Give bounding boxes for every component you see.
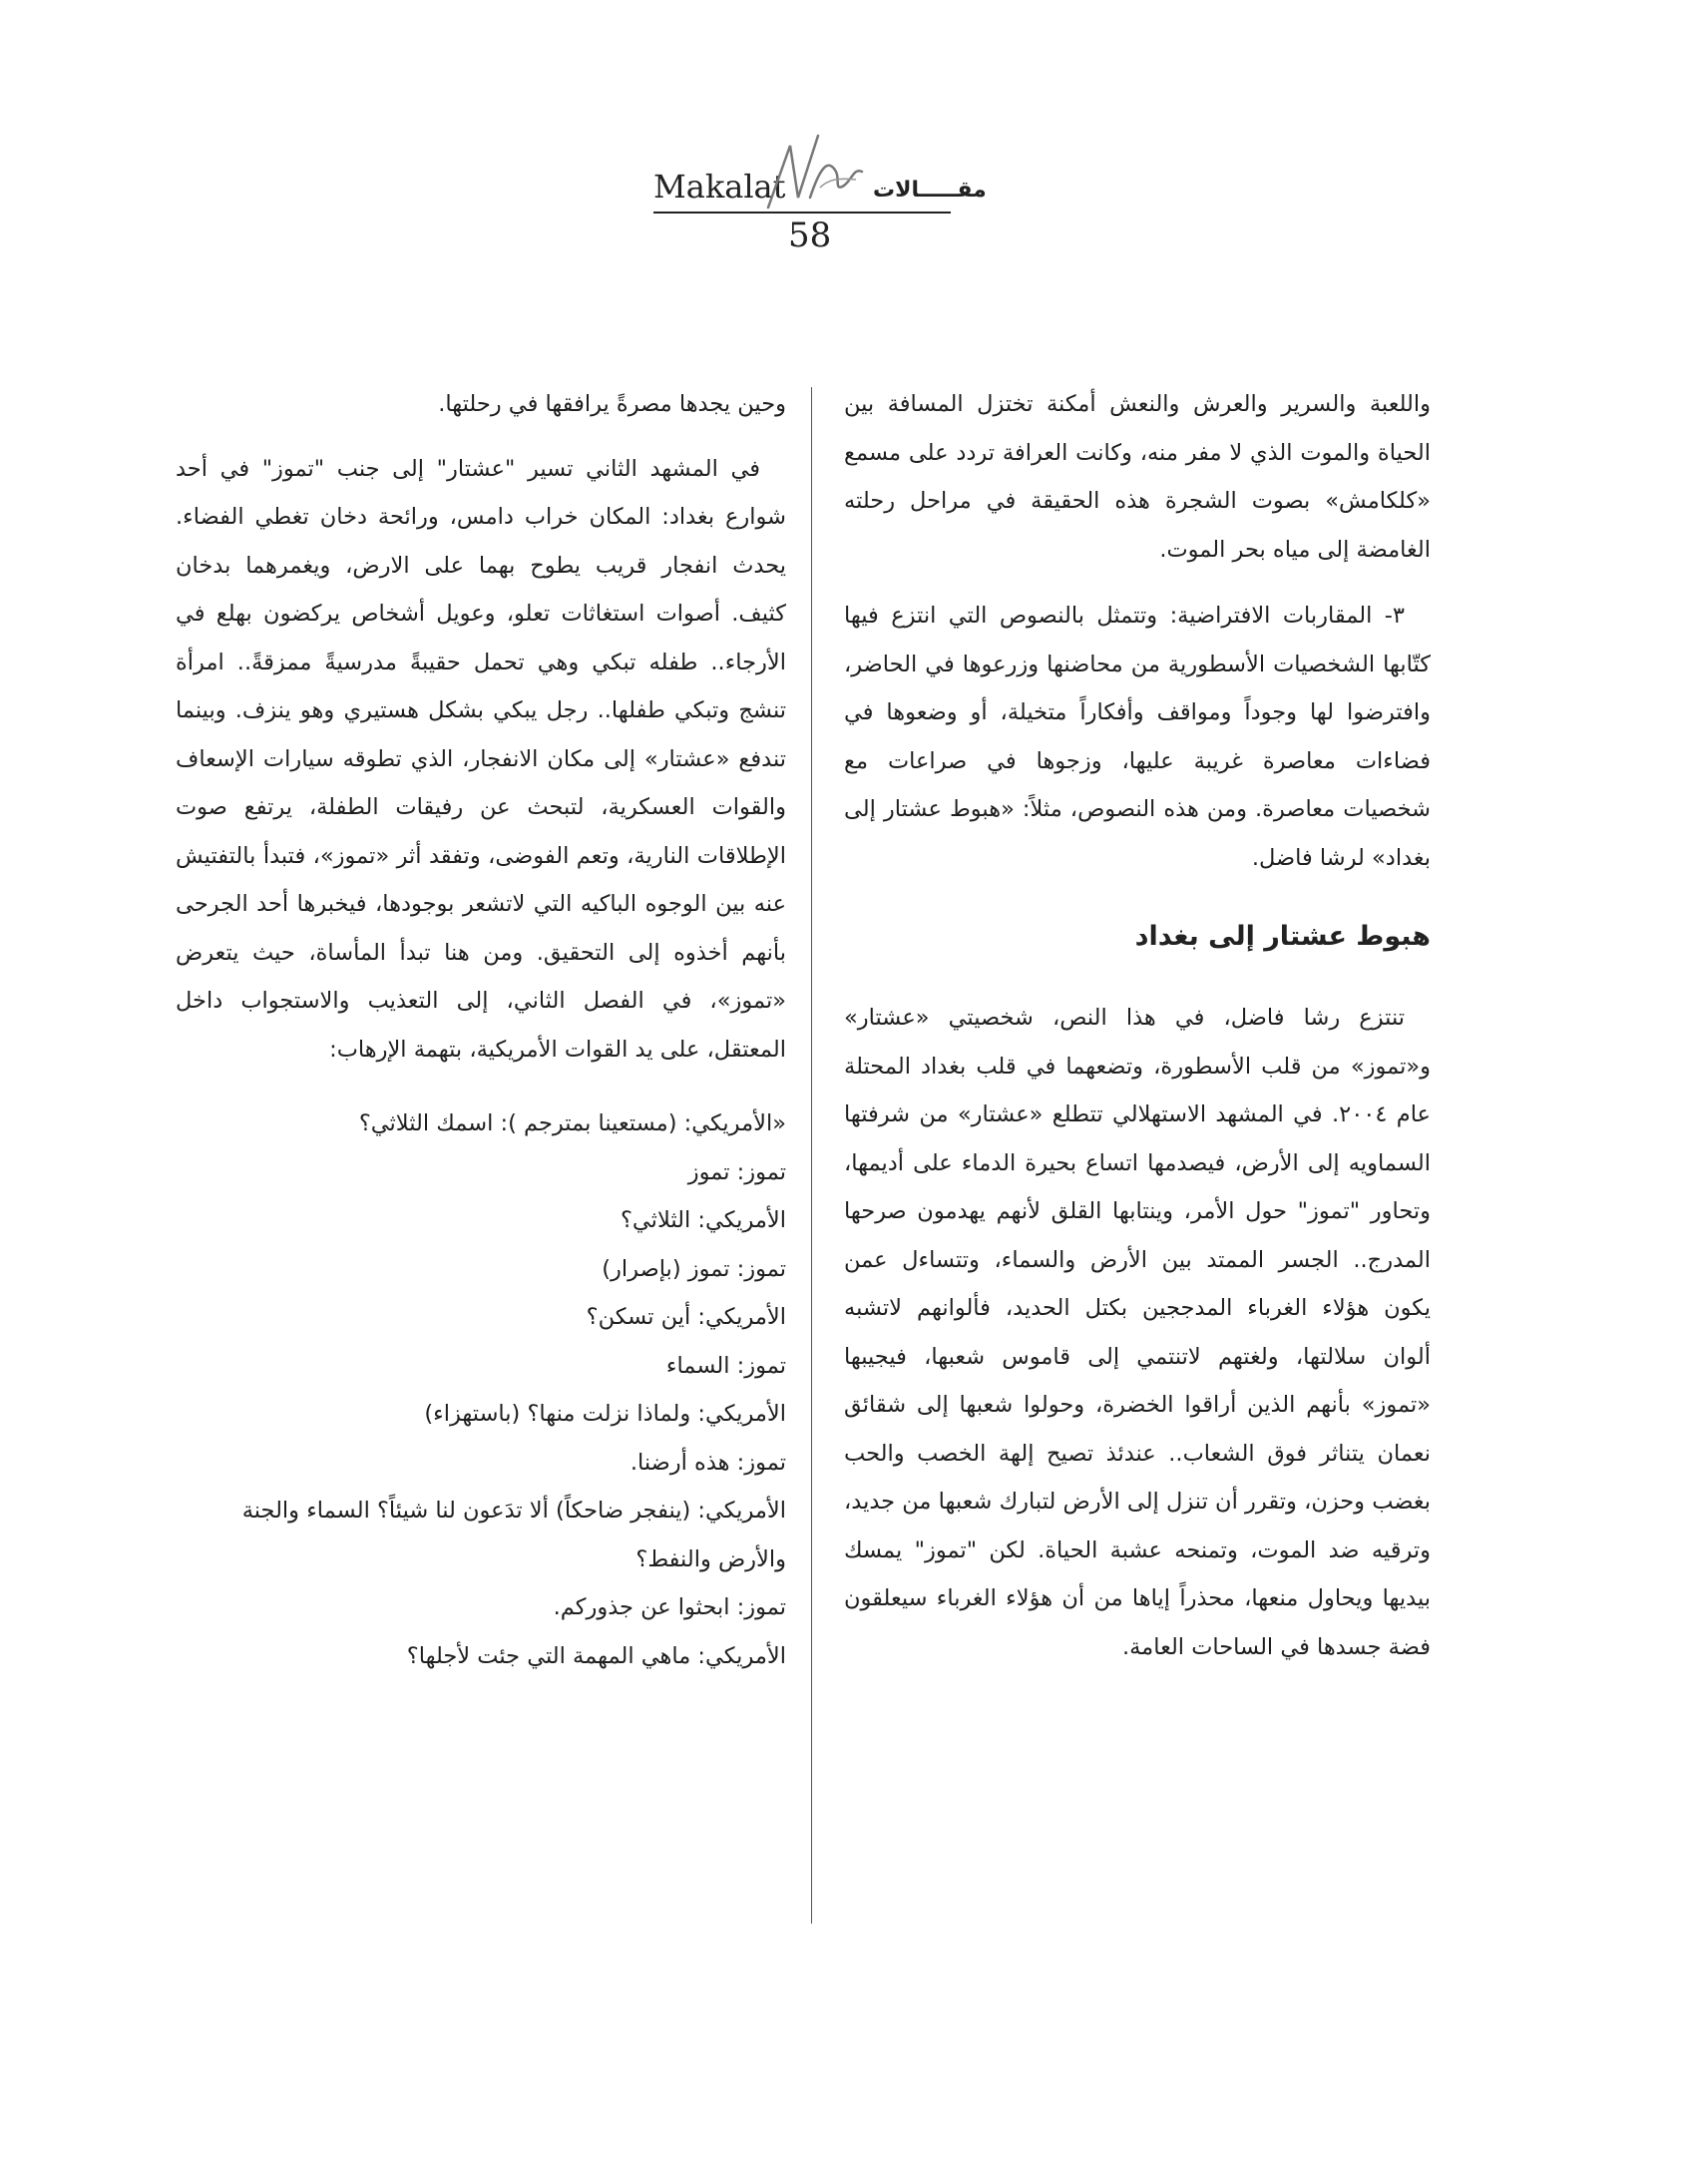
- journal-arabic-title: مقـــــالات: [873, 178, 987, 203]
- dialogue-line: الأمريكي: أين تسكن؟: [586, 1304, 786, 1330]
- nizwa-calligraphy-logo-icon: [758, 128, 868, 218]
- dialogue-line: تموز: السماء: [665, 1352, 786, 1379]
- header-rule: [653, 212, 951, 214]
- left-column: [176, 380, 786, 1680]
- dialogue-line: الأمريكي: الثلاثي؟: [620, 1207, 786, 1233]
- dialogue-line: «الأمريكي: (مستعينا بمترجم ): اسمك الثلاثي؟: [358, 1110, 786, 1136]
- paragraph: ٣- المقاربات الافتراضية: وتتمثل بالنصوص التي انتزع فيها كتّابها الشخصيات الأسطورية من محاضنها وزرعوها في الحاضر، وافترضوا لها وجوداً ومواقف وأفكاراً متخيلة، أو وضعوها في فضاءات معاصرة غريبة عليها، وزجوها في صراعات مع شخصيات معاصرة. ومن هذه النصوص، مثلاً: «هبوط عشتار إلى بغداد» لرشا فاضل.: [844, 603, 1431, 871]
- paragraph: وحين يجدها مصرةً يرافقها في رحلتها.: [438, 391, 786, 417]
- section-subheading: هبوط عشتار إلى بغداد: [1134, 921, 1431, 952]
- paragraph: واللعبة والسرير والعرش والنعش أمكنة تختزل المسافة بين الحياة والموت الذي لا مفر منه، وكانت العرافة تردد على مسمع «كلكامش» بصوت الشجرة هذه الحقيقة في مراحل رحلته الغامضة إلى مياه بحر الموت.: [844, 391, 1431, 563]
- dialogue-line: الأمريكي: ماهي المهمة التي جئت لأجلها؟: [406, 1642, 786, 1669]
- dialogue-line: الأمريكي: ولماذا نزلت منها؟ (باستهزاء): [424, 1401, 786, 1427]
- page-number: 58: [788, 216, 832, 255]
- dialogue-line: تموز: هذه أرضنا.: [630, 1449, 786, 1476]
- page-header: [638, 128, 1097, 257]
- journal-latin-title: Makalat: [653, 168, 786, 206]
- dialogue-line: الأمريكي: (ينفجر ضاحكاً) ألا تدَعون لنا شيئاً؟ السماء والجنة والأرض والنفط؟: [241, 1498, 786, 1572]
- right-column: [844, 380, 1431, 1671]
- paragraph: تنتزع رشا فاضل، في هذا النص، شخصيتي «عشتار» و«تموز» من قلب الأسطورة، وتضعهما في قلب بغداد المحتلة عام ٢٠٠٤. في المشهد الاستهلالي تتطلع «عشتار» من شرفتها السماويه إلى الأرض، فيصدمها اتساع بحيرة الدماء على أديمها، وتحاور "تموز" حول الأمر، وينتابها القلق لأنهم يهدمون صرحها المدرج.. الجسر الممتد بين الأرض والسماء، وتتساءل عمن يكون هؤلاء الغرباء المدججين بكتل الحديد، فألوانهم لاتشبه ألوان سلالتها، ولغتهم لاتنتمي إلى قاموس شعبها، فيجيبها «تموز» بأنهم الذين أراقوا الخضرة، وحولوا شعبها إلى شقائق نعمان يتناثر فوق الشعاب.. عندئذ تصيح إلهة الخصب والحب بغضب وحزن، وتقرر أن تنزل إلى الأرض لتبارك شعبها من جديد، وترقيه ضد الموت، وتمنحه عشبة الحياة. لكن "تموز" يمسك بيديها ويحاول منعها، محذراً إياها من أن هؤلاء الغرباء سيعلقون فضة جسدها في الساحات العامة.: [844, 1005, 1431, 1660]
- dialogue-block: [176, 1099, 786, 1680]
- dialogue-line: تموز: ابحثوا عن جذوركم.: [553, 1594, 786, 1620]
- column-divider: [811, 387, 812, 1924]
- dialogue-line: تموز: تموز: [687, 1158, 786, 1185]
- dialogue-line: تموز: تموز (بإصرار): [602, 1255, 786, 1282]
- paragraph: في المشهد الثاني تسير "عشتار" إلى جنب "تموز" في أحد شوارع بغداد: المكان خراب دامس، ورائحة دخان تغطي الفضاء. يحدث انفجار قريب يطوح بهما على الارض، ويغمرهما بدخان كثيف. أصوات استغاثات تعلو، وعويل أشخاص يركضون بهلع في الأرجاء.. طفله تبكي وهي تحمل حقيبةً مدرسيةً ممزقةً.. امرأة تنشج وتبكي طفلها.. رجل يبكي بشكل هستيري وهو ينزف. وبينما تندفع «عشتار» إلى مكان الانفجار، الذي تطوقه سيارات الإسعاف والقوات العسكرية، لتبحث عن رفيقات الطفلة، يرتفع صوت الإطلاقات النارية، وتعم الفوضى، وتفقد أثر «تموز»، فتبدأ بالتفتيش عنه بين الوجوه الباكيه التي لاتشعر بوجودها، فيخبرها أحد الجرحى بأنهم أخذوه إلى التحقيق. ومن هنا تبدأ المأساة، حيث يتعرض «تموز»، في الفصل الثاني، إلى التعذيب والاستجواب داخل المعتقل، على يد القوات الأمريكية، بتهمة الإرهاب:: [176, 455, 786, 1063]
